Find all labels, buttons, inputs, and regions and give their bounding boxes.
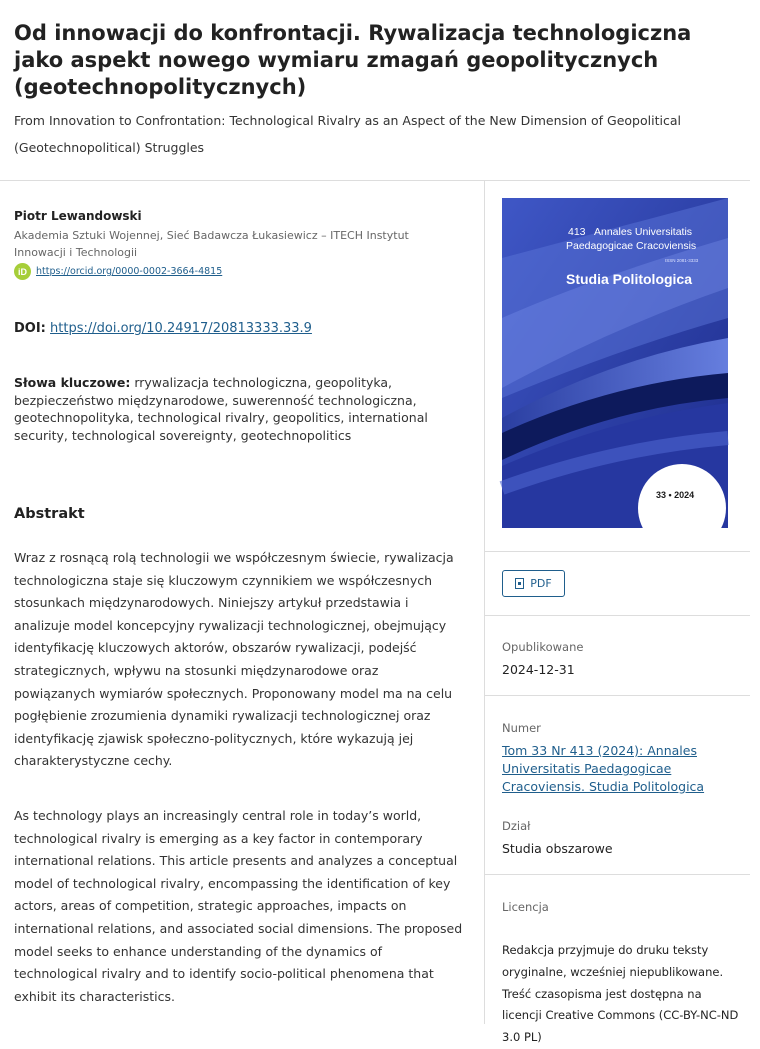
issue-link[interactable]: Tom 33 Nr 413 (2024): Annales Universitatis Paedagogicae Cracoviensis. Studia Politologica [502,743,705,794]
published-date: 2024-12-31 [502,662,575,677]
section-value: Studia obszarowe [502,841,613,856]
section-label: Dział [502,819,531,833]
sidebar-divider [485,551,750,552]
cover-issn: ISSN 2081-3333 [665,258,699,263]
abstract-text-en: As technology plays an increasingly central role in today’s world, technological rivalry is emerging as a key factor in contemporary international relations. This article presents and analyzes a conceptual model of technological rivalry, encompassing the identification of key actors, areas of competition, strategic approaches, impacts on international relations, and associated social dimensions. The proposed model seeks to enhance understanding of the dynamics of technological rivalry and to identify socio-political phenomena that exhibit its characteristics. [14,808,463,1004]
sidebar-divider [485,874,750,875]
orcid-row [14,263,462,280]
cover-series: Studia Politologica [566,271,693,287]
header-divider [0,180,750,181]
author-name: Piotr Lewandowski [14,209,142,223]
cover-issue: 33 • 2024 [656,490,695,500]
journal-cover-image[interactable] [502,198,728,528]
keywords [14,374,466,444]
issue-label: Numer [502,721,541,735]
file-pdf-icon [515,578,524,589]
pdf-download-button[interactable] [502,570,565,597]
cover-artwork [502,198,728,528]
author-affiliation: Akademia Sztuki Wojennej, Sieć Badawcza Łukasiewicz – ITECH Instytut Innowacji i Technologii [14,229,409,259]
pdf-button-label: PDF [530,577,552,590]
cover-journal-line1: Annales Universitatis [594,226,693,238]
article-header [14,20,714,161]
doi-label: DOI: [14,321,46,336]
abstract-heading: Abstrakt [14,506,85,522]
cover-number: 413 [568,226,586,238]
doi-link[interactable]: https://doi.org/10.24917/20813333.33.9 [50,321,312,336]
page-title: Od innowacji do konfrontacji. Rywalizacja technologiczna jako aspekt nowego wymiaru zmagań geopolitycznych (geotechnopolitycznych) [14,21,692,99]
license-text: Redakcja przyjmuje do druku teksty oryginalne, wcześniej niepublikowane. Treść czasopisma jest dostępna na licencji Creative Commons (CC-BY-NC-ND 3.0 PL) [502,943,739,1045]
published-label: Opublikowane [502,640,584,654]
license-label: Licencja [502,900,549,914]
author-block [14,209,462,280]
cover-journal-line2: Paedagogicae Cracoviensis [566,240,697,252]
abstract-text-pl: Wraz z rosnącą rolą technologii we współczesnym świecie, rywalizacja technologiczna staje się kluczowym czynnikiem we współczesnych stosunkach międzynarodowych. Niniejszy artykuł przedstawia i analizuje model koncepcyjny rywalizacji technologicznej, obejmujący identyfikację kluczowych aktorów, obszarów rywalizacji, podejść strategicznych, wpływu na stosunki międzynarodowe oraz powiązanych wymiarów społecznych. Proponowany model ma na celu pogłębienie zrozumienia dynamiki rywalizacji technologicznej oraz identyfikację zjawisk społeczno-politycznych, które wykazują jej charakterystyczne cechy. [14,550,454,769]
column-divider [484,180,485,1024]
keywords-text: rrywalizacja technologiczna, geopolityka, bezpieczeństwo międzynarodowe, suwerenność technologiczna, geotechnopolityka, technological rivalry, geopolitics, international security, technological sovereignty, geotechnopolitics [14,375,428,443]
keywords-label: Słowa kluczowe: [14,375,131,390]
sidebar-divider [485,695,750,696]
sidebar-divider [485,615,750,616]
orcid-link[interactable]: https://orcid.org/0000-0002-3664-4815 [36,266,223,277]
doi-row [14,321,312,336]
orcid-icon: iD [14,263,31,280]
page-subtitle: From Innovation to Confrontation: Technological Rivalry as an Aspect of the New Dimension of Geopolitical (Geotechnopolitical) Struggles [14,113,681,155]
